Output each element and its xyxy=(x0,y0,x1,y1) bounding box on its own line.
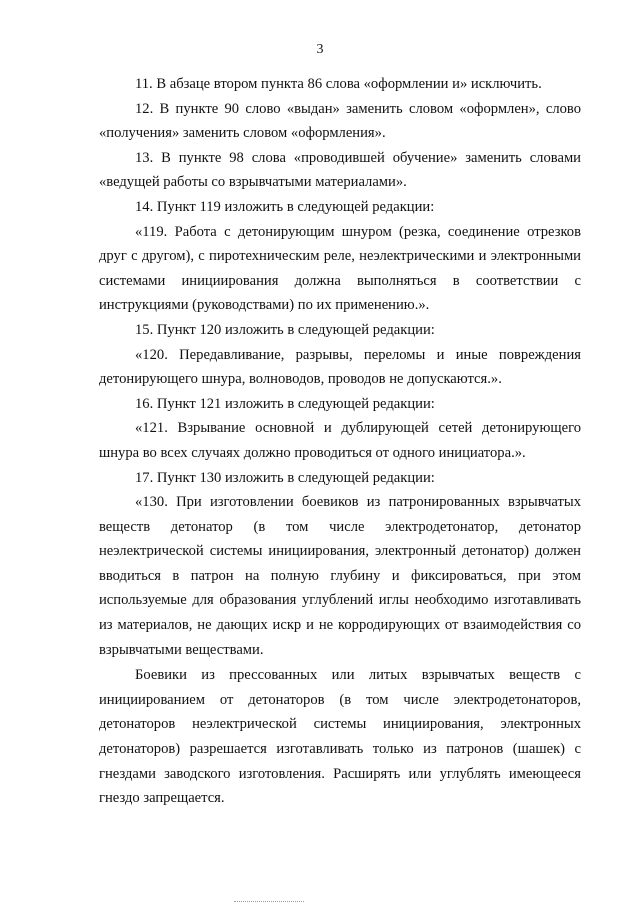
paragraph-item-17: 17. Пункт 130 изложить в следующей редакции: xyxy=(135,469,435,486)
page-number: 3 xyxy=(316,42,324,57)
paragraph-point-119-text: «119. Работа с детонирующим шнуром (резка, соединение отрезков друг с другом), с пиротехническим реле, неэлектрическими и электронными системами инициирования должна выполняться в соответствии с инструкциями (руководствами) по их применению.». xyxy=(99,223,581,314)
paragraph-item-14: 14. Пункт 119 изложить в следующей редакции: xyxy=(135,198,435,215)
paragraph-point-130-text: «130. При изготовлении боевиков из патронированных взрывчатых веществ детонатор (в том числе электродетонатор, детонатор неэлектрической системы инициирования, электронный детонатор) должен вводиться в патрон на полную глубину и фиксироваться, при этом используемые для образования углублений иглы необходимо изготавливать из материалов, не дающих искр и не корродирующих от взаимодействия со взрывчатыми веществами. xyxy=(99,494,581,658)
paragraph-point-120-text: «120. Передавливание, разрывы, переломы и иные повреждения детонирующего шнура, волноводов, проводов не допускаются.». xyxy=(99,346,581,388)
paragraph-item-15: 15. Пункт 120 изложить в следующей редакции: xyxy=(135,321,435,338)
scan-edge-mark xyxy=(234,901,304,903)
paragraph-point-130-continuation: Боевики из прессованных или литых взрывчатых веществ с инициированием от детонаторов (в том числе электродетонаторов, детонаторов неэлектрической системы инициирования, электронных детонаторов) разрешается изготавливать только из патронов (шашек) с гнездами заводского изготовления. Расширять или углублять имеющееся гнездо запрещается. xyxy=(99,667,581,807)
paragraph-item-13: 13. В пункте 98 слова «проводившей обучение» заменить словами «ведущей работы со взрывчатыми материалами». xyxy=(99,149,581,191)
document-body xyxy=(99,72,581,811)
paragraph-point-121-text: «121. Взрывание основной и дублирующей сетей детонирующего шнура во всех случаях должно проводиться от одного инициатора.». xyxy=(99,420,581,461)
paragraph-item-12: 12. В пункте 90 слово «выдан» заменить словом «оформлен», слово «получения» заменить словом «оформления». xyxy=(99,100,581,142)
paragraph-item-11: 11. В абзаце втором пункта 86 слова «оформлении и» исключить. xyxy=(135,76,542,92)
paragraph-item-16: 16. Пункт 121 изложить в следующей редакции: xyxy=(135,395,435,412)
